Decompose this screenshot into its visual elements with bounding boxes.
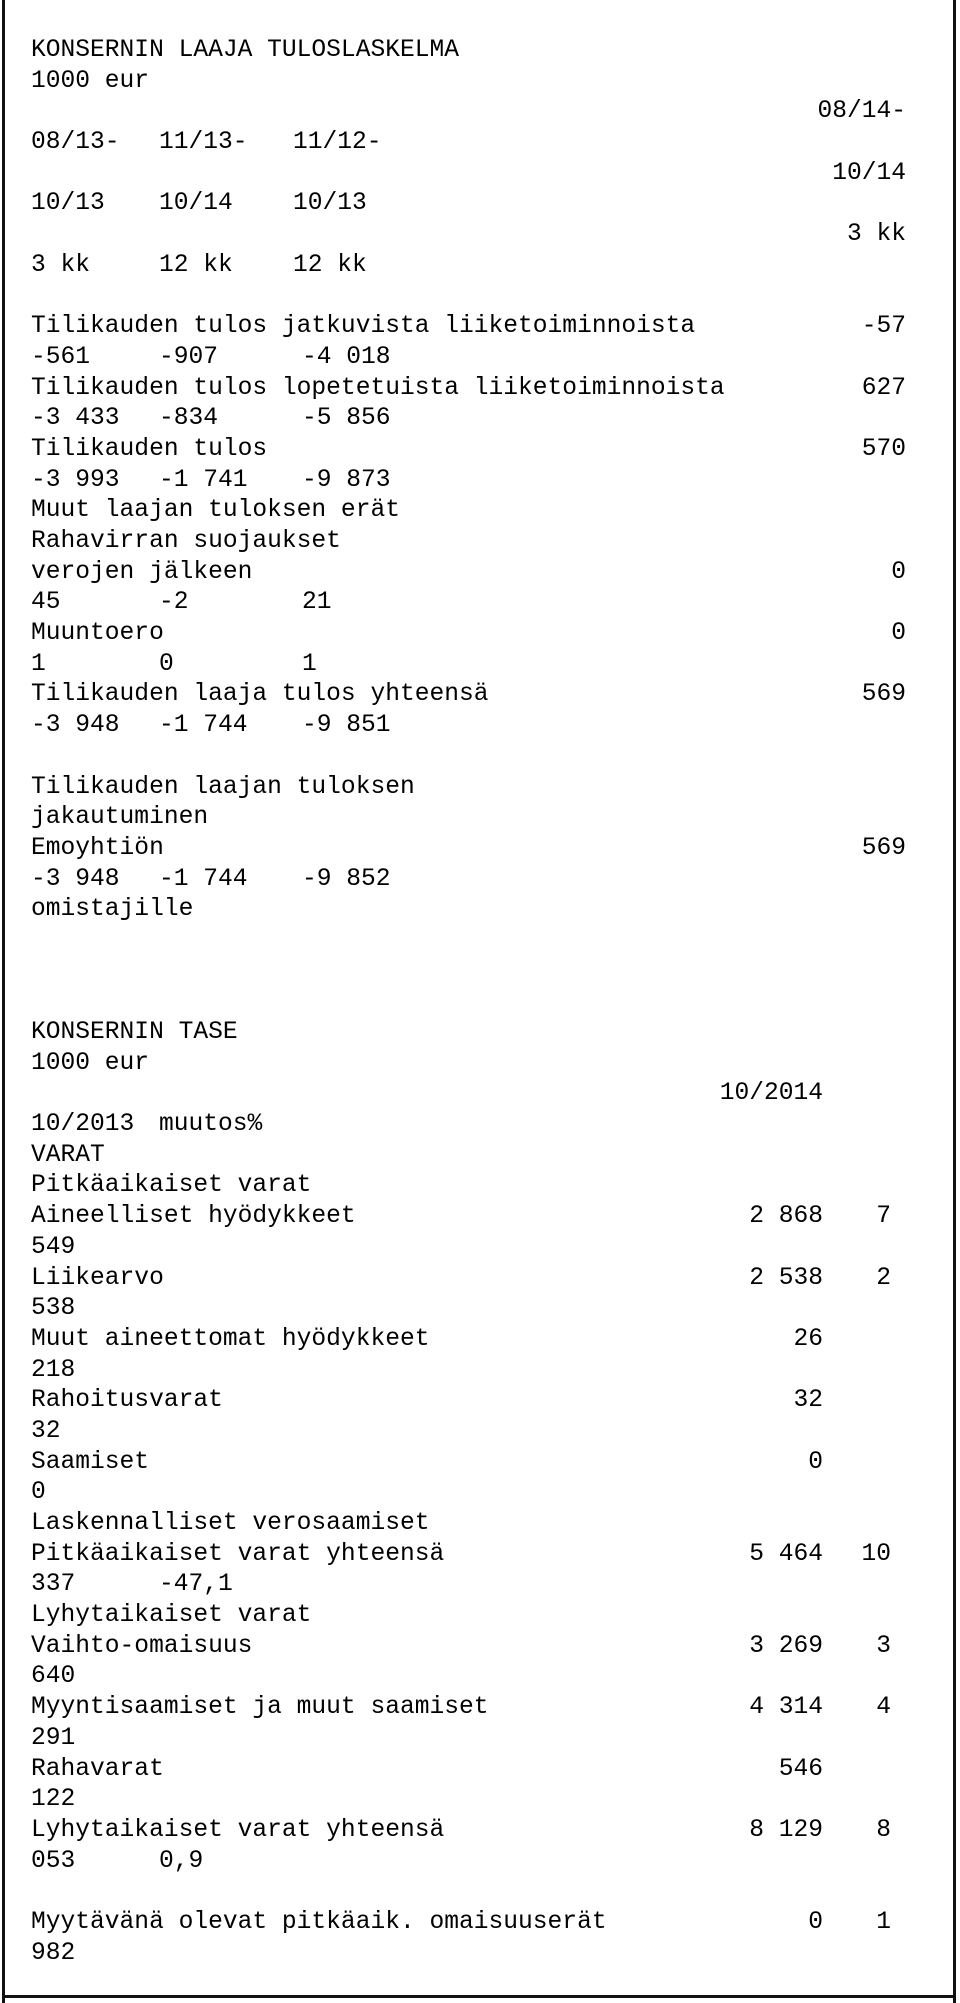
income-row-result-values: -3 993 -1 741 -9 873 <box>31 466 391 494</box>
income-title: KONSERNIN LAAJA TULOSLASKELMA <box>31 37 460 64</box>
balance-row: Saamiset 0 <box>31 1448 823 1476</box>
balance-row-cont: 0 <box>31 1479 46 1507</box>
current-total-cont: 053 0,9 <box>31 1847 204 1875</box>
blank-line <box>31 957 906 988</box>
balance-row-cont: 549 <box>31 1233 76 1261</box>
blank-line <box>31 742 906 773</box>
balance-unit: 1000 eur <box>31 1049 150 1077</box>
parent-owners-label-2: omistajille <box>31 896 194 924</box>
col-2014: 10/2014 <box>719 1080 823 1108</box>
noncurrent-total-row: Pitkäaikaiset varat yhteensä 5 464 10 <box>31 1540 891 1568</box>
blank-line <box>31 1877 906 1908</box>
hedge-label-1: Rahavirran suojaukset <box>31 528 341 555</box>
income-header-row-3a <box>31 220 906 251</box>
left-border-line <box>2 0 5 2003</box>
bottom-border-line <box>2 1995 956 1998</box>
total-comprehensive-row: Tilikauden laaja tulos yhteensä 569 <box>31 681 906 709</box>
balance-col-header-row <box>31 1079 891 1110</box>
income-row-discontinued-values: -3 433 -834 -5 856 <box>31 405 391 433</box>
report-body <box>31 36 906 1969</box>
allocation-heading-2: jakautuminen <box>31 804 209 832</box>
deferred-tax-row: Laskennalliset verosaamiset <box>31 1510 430 1537</box>
income-header-row-3b: 3 kk 12 kk 12 kk <box>31 251 367 279</box>
period-main-top: 08/14- <box>817 98 906 126</box>
period-main-len: 3 kk <box>846 221 906 249</box>
balance-row-cont: 122 <box>31 1786 76 1814</box>
blank-line <box>31 282 906 313</box>
period-main-mid: 10/14 <box>832 159 906 187</box>
parent-owners-row: Emoyhtiön 569 <box>31 834 906 862</box>
balance-row-cont: 218 <box>31 1356 76 1384</box>
noncurrent-heading: Pitkäaikaiset varat <box>31 1172 312 1200</box>
blank-line <box>31 926 906 957</box>
hedge-row: verojen jälkeen 0 <box>31 558 906 586</box>
balance-row-cont: 640 <box>31 1663 76 1691</box>
balance-row: Liikearvo 2 538 2 <box>31 1264 891 1292</box>
oci-heading: Muut laajan tuloksen erät <box>31 497 400 525</box>
income-row-result: Tilikauden tulos 570 <box>31 435 906 463</box>
right-border-line <box>953 0 956 2003</box>
noncurrent-total-cont: 337 -47,1 <box>31 1571 233 1599</box>
income-header-row-1a <box>31 97 906 128</box>
parent-owners-values: -3 948 -1 744 -9 852 <box>31 865 391 893</box>
balance-col-header-row-2: 10/2013 muutos% <box>31 1111 263 1139</box>
balance-row: Rahoitusvarat 32 <box>31 1387 823 1415</box>
blank-line <box>31 987 906 1018</box>
income-row-continuing: Tilikauden tulos jatkuvista liiketoiminnoista -57 <box>31 313 906 341</box>
income-header-row-2a <box>31 159 906 190</box>
income-row-continuing-values: -561 -907 -4 018 <box>31 343 391 371</box>
balance-row-cont: 538 <box>31 1295 76 1323</box>
fx-row: Muuntoero 0 <box>31 620 906 648</box>
fx-values: 1 0 1 <box>31 650 317 678</box>
balance-row: Aineelliset hyödykkeet 2 868 7 <box>31 1203 891 1231</box>
allocation-heading-1: Tilikauden laajan tuloksen <box>31 773 415 801</box>
held-for-sale-row: Myytävänä olevat pitkäaik. omaisuuserät 0 1 <box>31 1908 891 1936</box>
balance-row-cont: 32 <box>31 1417 61 1445</box>
held-for-sale-cont: 982 <box>31 1939 76 1967</box>
income-unit: 1000 eur <box>31 67 150 95</box>
hedge-values: 45 -2 21 <box>31 589 332 617</box>
balance-row: Muut aineettomat hyödykkeet 26 <box>31 1325 823 1353</box>
balance-row: Myyntisaamiset ja muut saamiset 4 314 4 <box>31 1694 891 1722</box>
income-row-discontinued: Tilikauden tulos lopetetuista liiketoiminnoista 627 <box>31 374 906 402</box>
assets-heading: VARAT <box>31 1141 105 1169</box>
balance-title: KONSERNIN TASE <box>31 1019 238 1046</box>
balance-row-cont: 291 <box>31 1724 76 1752</box>
income-header-row-1b: 08/13- 11/13- 11/12- <box>31 129 382 157</box>
balance-row: Rahavarat 546 <box>31 1755 823 1783</box>
income-header-row-2b: 10/13 10/14 10/13 <box>31 190 367 218</box>
current-total-row: Lyhytaikaiset varat yhteensä 8 129 8 <box>31 1816 891 1844</box>
balance-row: Vaihto-omaisuus 3 269 3 <box>31 1632 891 1660</box>
current-heading: Lyhytaikaiset varat <box>31 1602 312 1630</box>
total-comprehensive-values: -3 948 -1 744 -9 851 <box>31 712 391 740</box>
